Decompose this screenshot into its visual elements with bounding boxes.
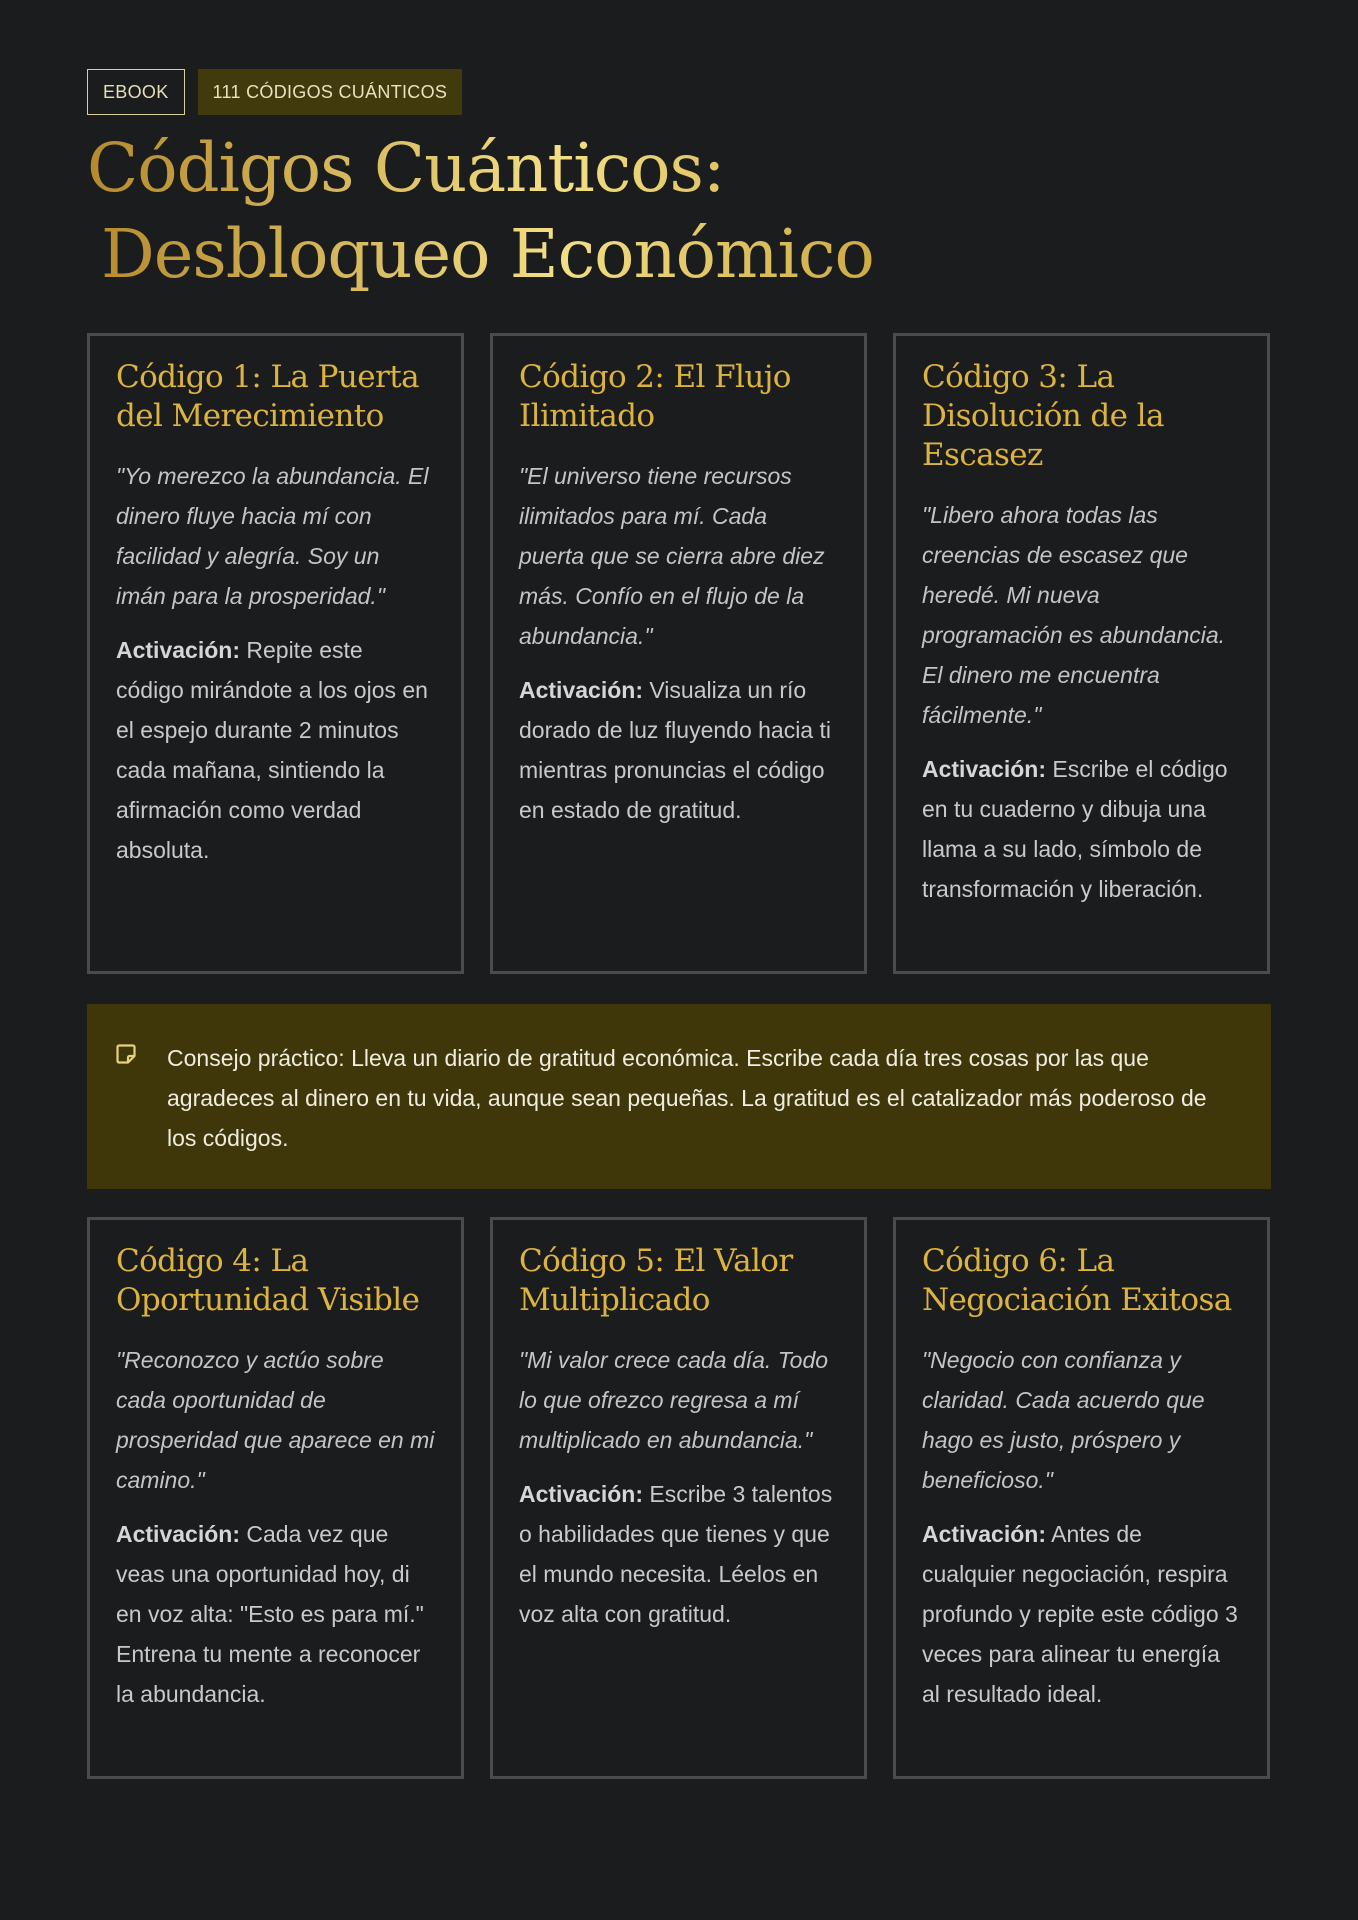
activation-text: Antes de cualquier negociación, respira profundo y repite este código 3 veces para alinear tu energía al resultado ideal. (922, 1521, 1238, 1707)
code-card-5 (490, 1217, 867, 1779)
code-title: Código 4: La Oportunidad Visible (116, 1243, 420, 1318)
code-quote: "Negocio con confianza y claridad. Cada acuerdo que hago es justo, próspero y beneficioso." (922, 1347, 1205, 1493)
activation-label: Activación: (519, 677, 643, 703)
code-card-1 (87, 333, 464, 974)
code-grid-bottom (87, 1217, 1271, 1779)
code-card-6 (893, 1217, 1270, 1779)
activation-label: Activación: (519, 1481, 643, 1507)
code-activation (922, 1514, 1241, 1714)
code-card-3 (893, 333, 1270, 974)
code-quote: "Mi valor crece cada día. Todo lo que ofrezco regresa a mí multiplicado en abundancia." (519, 1347, 829, 1453)
page-title-line-2: Desbloqueo Económico (101, 215, 874, 293)
activation-label: Activación: (116, 1521, 240, 1547)
tag-ebook: EBOOK (87, 69, 185, 115)
code-activation (116, 630, 435, 870)
code-grid-top (87, 333, 1271, 974)
tip-text: Consejo práctico: Lleva un diario de gratitud económica. Escribe cada día tres cosas por las que agradeces al dinero en tu vida, aunque sean pequeñas. La gratitud es el catalizador más poderoso de los códigos. (167, 1045, 1207, 1151)
code-card-2 (490, 333, 867, 974)
tag-row (87, 69, 1271, 115)
tag-code-count: 111 CÓDIGOS CUÁNTICOS (198, 69, 463, 115)
activation-label: Activación: (922, 756, 1046, 782)
code-quote: "Yo merezco la abundancia. El dinero fluye hacia mí con facilidad y alegría. Soy un imán para la prosperidad." (116, 463, 429, 609)
activation-text: Escribe 3 talentos o habilidades que tienes y que el mundo necesita. Léelos en voz alta con gratitud. (519, 1481, 833, 1627)
sticky-note-icon (115, 1043, 137, 1065)
activation-label: Activación: (116, 637, 240, 663)
page-title (87, 125, 1271, 297)
activation-text: Visualiza un río dorado de luz fluyendo hacia ti mientras pronuncias el código en estado de gratitud. (519, 677, 831, 823)
activation-text: Cada vez que veas una oportunidad hoy, di en voz alta: "Esto es para mí." Entrena tu mente a reconocer la abundancia. (116, 1521, 424, 1707)
code-title: Código 1: La Puerta del Merecimiento (116, 359, 419, 434)
code-title: Código 3: La Disolución de la Escasez (922, 359, 1164, 473)
activation-text: Escribe el código en tu cuaderno y dibuja una llama a su lado, símbolo de transformación y liberación. (922, 756, 1228, 902)
code-title: Código 5: El Valor Multiplicado (519, 1243, 793, 1318)
ebook-page (87, 69, 1271, 1779)
activation-text: Repite este código mirándote a los ojos en el espejo durante 2 minutos cada mañana, sintiendo la afirmación como verdad absoluta. (116, 637, 428, 863)
code-quote: "El universo tiene recursos ilimitados para mí. Cada puerta que se cierra abre diez más. Confío en el flujo de la abundancia." (519, 463, 825, 649)
code-quote: "Libero ahora todas las creencias de escasez que heredé. Mi nueva programación es abundancia. El dinero me encuentra fácilmente." (922, 502, 1226, 728)
code-activation (519, 1474, 838, 1634)
code-activation (922, 749, 1241, 909)
code-card-4 (87, 1217, 464, 1779)
code-title: Código 2: El Flujo Ilimitado (519, 359, 791, 434)
code-activation (116, 1514, 435, 1714)
page-title-line-1: Códigos Cuánticos: (87, 129, 725, 207)
code-quote: "Reconozco y actúo sobre cada oportunidad de prosperidad que aparece en mi camino." (116, 1347, 435, 1493)
tip-box (87, 1004, 1271, 1189)
code-title: Código 6: La Negociación Exitosa (922, 1243, 1232, 1318)
activation-label: Activación: (922, 1521, 1046, 1547)
code-activation (519, 670, 838, 830)
